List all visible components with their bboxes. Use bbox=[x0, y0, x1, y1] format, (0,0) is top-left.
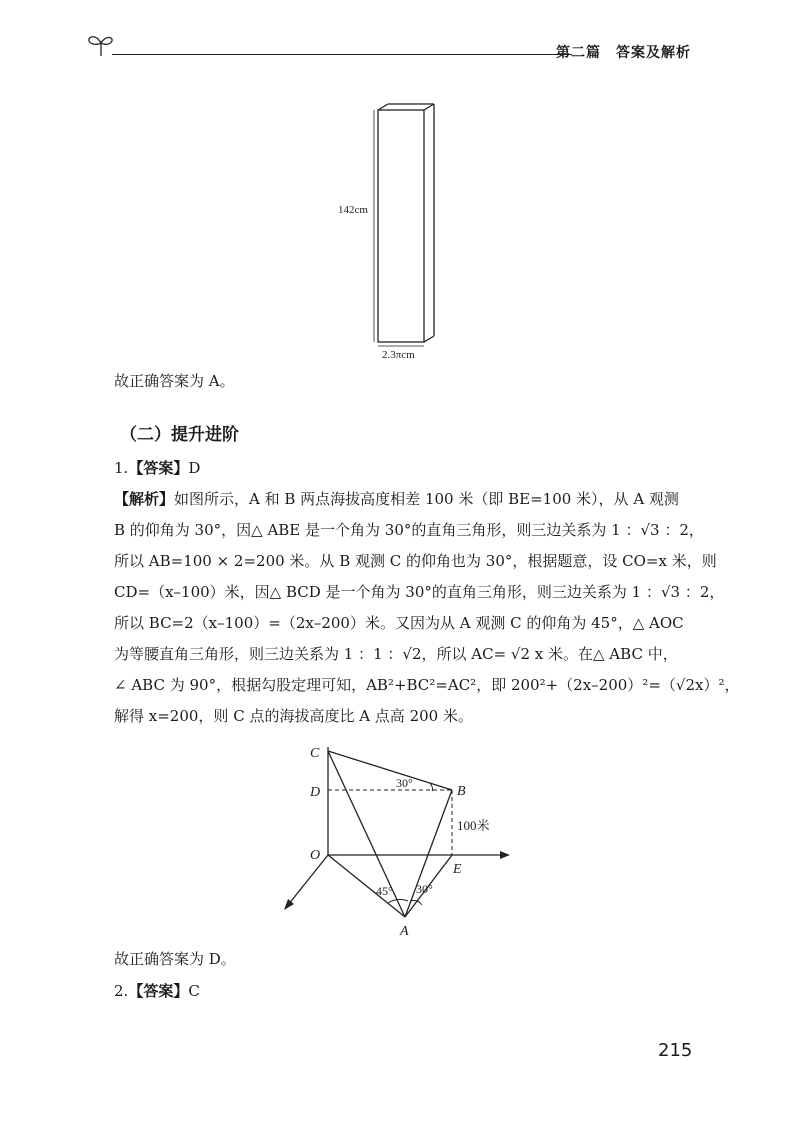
q2-answer-value: C bbox=[188, 982, 200, 1000]
q1-analysis-line-3: 所以 AB=100 × 2=200 米。从 B 观测 C 的仰角也为 30°，根据题意，设 CO=x 米，则 bbox=[114, 552, 717, 570]
q1-analysis-line-1: 【解析】如图所示，A 和 B 两点海拔高度相差 100 米（即 BE=100 米），从 A 观测 bbox=[114, 490, 679, 508]
header-title: 第二篇 答案及解析 bbox=[556, 45, 691, 61]
q1-number: 1. bbox=[114, 459, 129, 477]
width-label: 2.3πcm bbox=[382, 349, 415, 361]
label-angle-left: 45° bbox=[376, 884, 393, 898]
label-height: 100米 bbox=[457, 818, 490, 833]
q1-analysis-line-4: CD=（x–100）米，因△ BCD 是一个角为 30°的直角三角形，则三边关系为 1 ：√3 ：2， bbox=[114, 583, 725, 601]
q1-answer-value: D bbox=[188, 459, 201, 477]
q1-analysis-line-5: 所以 BC=2（x–100）=（2x–200）米。又因为从 A 观测 C 的仰角为 45°，△ AOC bbox=[114, 614, 684, 632]
q2-answer-line bbox=[114, 980, 200, 1001]
q2-answer-tag: 【答案】 bbox=[128, 982, 189, 1000]
q1-analysis-line-2: B 的仰角为 30°，因△ ABE 是一个角为 30°的直角三角形，则三边关系为 1 ：√3 ：2， bbox=[114, 521, 704, 539]
label-D: D bbox=[310, 785, 321, 800]
label-O: O bbox=[310, 848, 321, 863]
label-C: C bbox=[310, 746, 320, 761]
q1-analysis-tag: 【解析】 bbox=[114, 490, 175, 508]
label-angle-top: 30° bbox=[396, 776, 413, 790]
answer-line-2: 故正确答案为 D。 bbox=[114, 950, 236, 968]
header-rule bbox=[112, 54, 572, 55]
label-B: B bbox=[457, 784, 466, 799]
height-label: 142cm bbox=[338, 204, 368, 216]
label-angle-right: 30° bbox=[416, 882, 433, 896]
answer-line-1: 故正确答案为 A。 bbox=[114, 372, 235, 390]
geometry-diagram bbox=[270, 735, 520, 945]
label-A: A bbox=[400, 924, 409, 939]
q1-analysis-line-7: ∠ ABC 为 90°，根据勾股定理可知，AB²+BC²=AC²，即 200²+（2x–200）²=（√2x）²， bbox=[114, 676, 740, 694]
q1-answer-tag: 【答案】 bbox=[128, 459, 189, 477]
section-title: （二）提升进阶 bbox=[120, 425, 239, 445]
page-number: 215 bbox=[658, 1040, 693, 1061]
q2-number: 2. bbox=[114, 982, 129, 1000]
q1-analysis-line-6: 为等腰直角三角形，则三边关系为 1 ：1 ：√2，所以 AC= √2 x 米。在△ ABC 中， bbox=[114, 645, 678, 663]
q1-analysis-line-8: 解得 x=200，则 C 点的海拔高度比 A 点高 200 米。 bbox=[114, 707, 473, 725]
label-E: E bbox=[453, 862, 462, 877]
q1-answer-line bbox=[114, 457, 200, 478]
figure-box-diagram bbox=[330, 100, 450, 365]
